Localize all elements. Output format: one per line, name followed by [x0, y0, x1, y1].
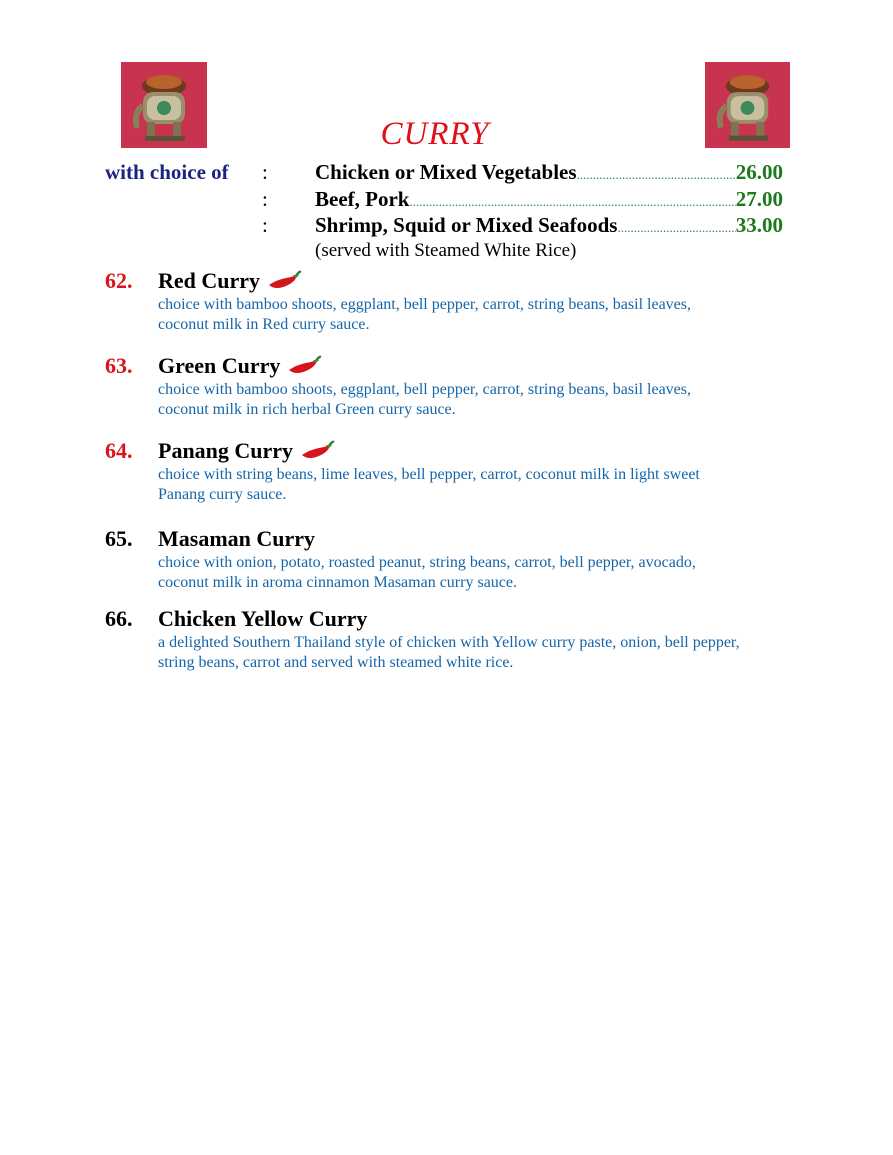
item-description-line: choice with string beans, lime leaves, bell pepper, carrot, coconut milk in light sweet [158, 466, 700, 483]
colon: : [262, 187, 268, 211]
dot-leader [577, 167, 736, 183]
price-value: 26.00 [735, 160, 783, 184]
item-description [158, 295, 808, 335]
item-description-line: coconut milk in rich herbal Green curry sauce. [158, 401, 456, 418]
price-name: Beef, Pork [315, 187, 410, 211]
dot-leader [617, 220, 735, 236]
item-name-text: Green Curry [158, 353, 281, 378]
item-description-line: choice with onion, potato, roasted peanut, string beans, carrot, bell pepper, avocado, [158, 554, 696, 571]
item-number: 62. [105, 268, 133, 293]
dot-leader [409, 194, 735, 210]
item-description-line: coconut milk in aroma cinnamon Masaman curry sauce. [158, 574, 517, 591]
price-name: Chicken or Mixed Vegetables [315, 160, 577, 184]
price-name: Shrimp, Squid or Mixed Seafoods [315, 213, 618, 237]
item-description-line: Panang curry sauce. [158, 486, 287, 503]
item-description-line: coconut milk in Red curry sauce. [158, 316, 370, 333]
chili-pepper-icon [286, 354, 322, 378]
item-description [158, 465, 808, 505]
item-name-text: Chicken Yellow Curry [158, 606, 368, 631]
item-number: 66. [105, 606, 133, 631]
price-value: 33.00 [735, 213, 783, 237]
item-description-line: a delighted Southern Thailand style of chicken with Yellow curry paste, onion, bell pepper, [158, 634, 740, 651]
colon: : [262, 160, 268, 184]
item-name [158, 606, 367, 632]
item-name-text: Panang Curry [158, 438, 294, 463]
item-name-text: Red Curry [158, 268, 261, 293]
item-name-text: Masaman Curry [158, 526, 316, 551]
item-number: 64. [105, 438, 133, 463]
item-description [158, 633, 808, 673]
item-number: 65. [105, 526, 133, 551]
colon: : [262, 213, 268, 237]
served-note: (served with Steamed White Rice) [315, 240, 577, 261]
item-description-line: choice with bamboo shoots, eggplant, bell pepper, carrot, string beans, basil leaves, [158, 296, 691, 313]
price-value: 27.00 [735, 187, 783, 211]
item-name [158, 438, 335, 464]
item-name [158, 526, 315, 552]
item-description [158, 553, 808, 593]
item-number: 63. [105, 353, 133, 378]
choice-label: with choice of [105, 160, 229, 184]
item-description-line: string beans, carrot and served with steamed white rice. [158, 654, 514, 671]
item-name [158, 353, 322, 379]
item-name [158, 268, 302, 294]
item-description-line: choice with bamboo shoots, eggplant, bell pepper, carrot, string beans, basil leaves, [158, 381, 691, 398]
chili-pepper-icon [266, 269, 302, 293]
chili-pepper-icon [299, 439, 335, 463]
menu-title: CURRY [380, 116, 490, 152]
item-description [158, 380, 808, 420]
